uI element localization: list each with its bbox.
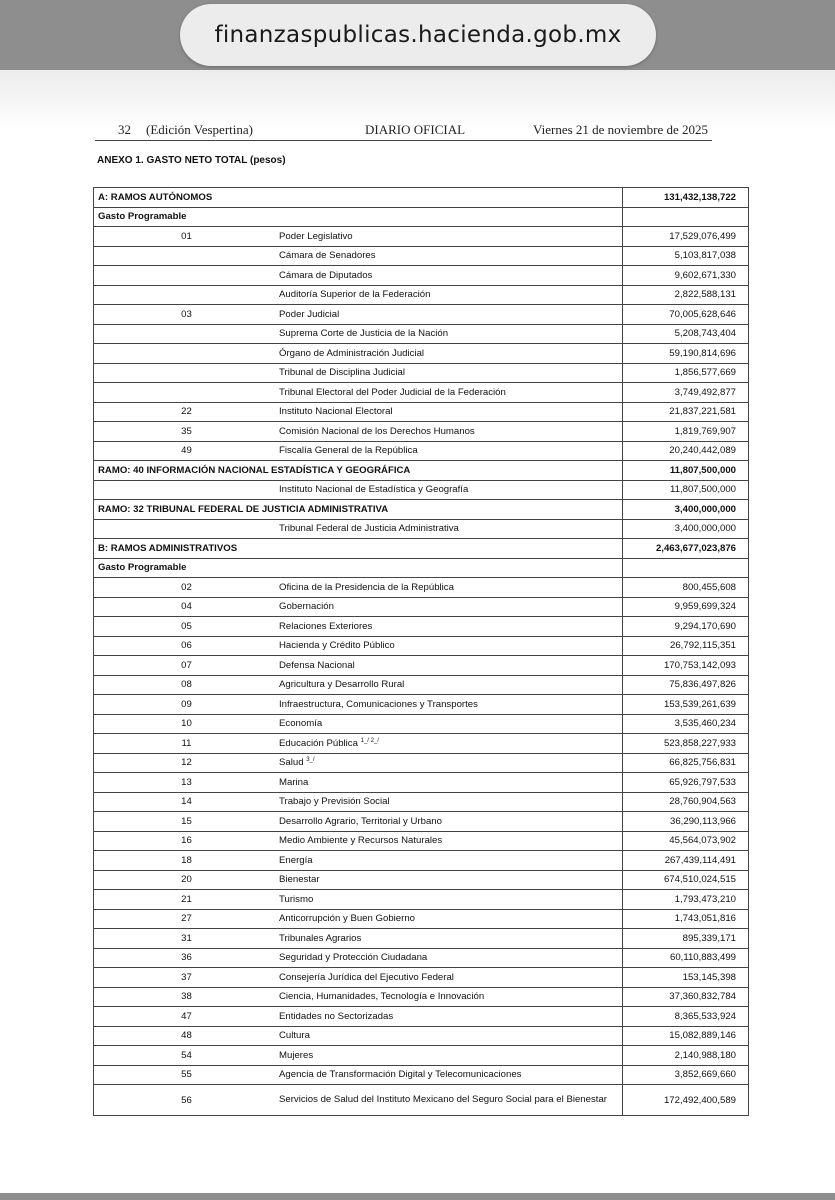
ramo-code: 37 [181,971,192,983]
label-cell [94,851,623,871]
ramo-code: 20 [181,874,192,886]
ramo-code: 48 [181,1030,192,1042]
item-amount: 60,110,883,499 [623,948,749,968]
ramo-code: 09 [181,698,192,710]
item-name [279,523,615,534]
item-name-text: Anticorrupción y Buen Gobierno [279,913,415,925]
table-row [94,831,749,851]
item-name [279,289,615,300]
item-name-text: Auditoría Superior de la Federación [279,289,431,301]
label-cell [94,402,623,422]
item-amount: 153,145,398 [623,968,749,988]
table-row [94,1046,749,1066]
item-name [279,231,615,242]
ramo-code: 10 [181,718,192,730]
table-row [94,987,749,1007]
item-name [279,601,615,612]
item-amount: 800,455,608 [623,578,749,598]
table-row [94,578,749,598]
table-row [94,597,749,617]
label-cell [94,1046,623,1066]
item-name [279,718,615,729]
item-amount: 9,294,170,690 [623,617,749,637]
label-cell [94,792,623,812]
ramo-code: 38 [181,991,192,1003]
item-name-text: Seguridad y Protección Ciudadana [279,952,428,964]
item-amount: 2,140,988,180 [623,1046,749,1066]
label-cell [94,636,623,656]
label-cell [94,597,623,617]
table-row [94,266,749,286]
label-cell [94,714,623,734]
item-name [279,660,615,671]
item-name-text: Infraestructura, Comunicaciones y Transportes [279,698,478,710]
item-name-text: Tribunal Federal de Justicia Administrativa [279,523,459,535]
ramo-code: 18 [181,854,192,866]
item-amount: 11,807,500,000 [623,480,749,500]
item-name-text: Agencia de Transformación Digital y Telecomunicaciones [279,1069,522,1081]
item-name [279,1069,615,1080]
label-cell [94,266,623,286]
item-name [279,309,615,320]
label-cell [94,500,623,520]
label-cell [94,987,623,1007]
ramo-code: 49 [181,445,192,457]
item-name [279,1030,615,1041]
url-bar[interactable]: finanzaspublicas.hacienda.gob.mx [180,4,656,66]
ramo-code: 04 [181,601,192,613]
section-amount: 2,463,677,023,876 [623,539,749,559]
item-name [279,348,615,359]
table-row [94,948,749,968]
item-amount: 15,082,889,146 [623,1026,749,1046]
table-row [94,695,749,715]
label-cell [94,617,623,637]
item-name-text: Bienestar [279,874,320,886]
item-name-text: Energía [279,854,313,866]
label-cell [94,461,623,481]
item-name [279,816,615,827]
table-row [94,480,749,500]
item-name-text: Consejería Jurídica del Ejecutivo Federal [279,971,454,983]
label-cell [94,1065,623,1085]
section-row [94,500,749,520]
label-cell [94,227,623,247]
item-amount: 1,743,051,816 [623,909,749,929]
item-amount: 523,858,227,933 [623,734,749,754]
item-name-text: Tribunales Agrarios [279,932,362,944]
item-name-text: Tribunal de Disciplina Judicial [279,367,406,379]
item-name [279,796,615,807]
section-title: RAMO: 32 TRIBUNAL FEDERAL DE JUSTICIA ADMINISTRATIVA [98,503,389,515]
page-header [118,122,710,140]
section-row [94,461,749,481]
label-cell [94,1007,623,1027]
label-cell [94,188,623,208]
item-amount: 170,753,142,093 [623,656,749,676]
publication-date: Viernes 21 de noviembre de 2025 [533,122,709,137]
label-cell [94,441,623,461]
label-cell [94,578,623,598]
section-amount: 11,807,500,000 [623,461,749,481]
amount-cell [623,207,749,227]
ramo-code: 36 [181,952,192,964]
header-rule [95,140,712,141]
table-row [94,929,749,949]
ramo-code: 12 [181,757,192,769]
ramo-code: 02 [181,581,192,593]
item-name [279,582,615,593]
label-cell [94,656,623,676]
ramo-code: 16 [181,835,192,847]
item-amount: 37,360,832,784 [623,987,749,1007]
item-name-text: Cámara de Senadores [279,250,376,262]
item-amount: 2,822,588,131 [623,285,749,305]
item-name-text: Fiscalía General de la República [279,445,418,457]
item-name [279,640,615,651]
subheading-label: Gasto Programable [98,562,187,574]
table-row [94,519,749,539]
item-amount: 1,819,769,907 [623,422,749,442]
label-cell [94,344,623,364]
amount-cell [623,558,749,578]
item-name [279,387,615,398]
item-name [279,445,615,456]
item-amount: 3,749,492,877 [623,383,749,403]
label-cell [94,383,623,403]
item-name [279,621,615,632]
item-amount: 267,439,114,491 [623,851,749,871]
label-cell [94,929,623,949]
label-cell [94,909,623,929]
item-name [279,855,615,866]
label-cell [94,480,623,500]
section-title: A: RAMOS AUTÓNOMOS [98,191,213,203]
item-name-text: Mujeres [279,1049,314,1061]
item-amount: 17,529,076,499 [623,227,749,247]
ramo-code: 21 [181,893,192,905]
label-cell [94,207,623,227]
label-cell [94,305,623,325]
subheading-row [94,207,749,227]
table-row [94,714,749,734]
ramo-code: 56 [181,1094,192,1106]
table-row [94,344,749,364]
ramo-code: 55 [181,1069,192,1081]
table-row [94,1065,749,1085]
table-row [94,1085,749,1116]
label-cell [94,539,623,559]
item-name [279,894,615,905]
table-row [94,1026,749,1046]
item-name-text: Ciencia, Humanidades, Tecnología e Innovación [279,991,485,1003]
item-name-text: Instituto Nacional Electoral [279,406,393,418]
item-name-text: Instituto Nacional de Estadística y Geografía [279,484,469,496]
item-name [279,250,615,261]
item-name [279,484,615,495]
publication-name: DIARIO OFICIAL [365,122,466,137]
item-name [279,952,615,963]
label-cell [94,948,623,968]
item-amount: 75,836,497,826 [623,675,749,695]
item-name-text: Servicios de Salud del Instituto Mexicano del Seguro Social para el Bienestar [279,1094,607,1106]
ramo-code: 05 [181,620,192,632]
section-title: B: RAMOS ADMINISTRATIVOS [98,542,238,554]
footnote-marker: 3_/ [306,757,315,764]
item-name-text: Poder Legislativo [279,230,353,242]
item-amount: 65,926,797,533 [623,773,749,793]
table-row [94,734,749,754]
item-name [279,1094,615,1105]
section-amount: 3,400,000,000 [623,500,749,520]
label-cell [94,831,623,851]
edition-label: (Edición Vespertina) [146,122,253,137]
item-name [279,972,615,983]
label-cell [94,773,623,793]
item-name-text: Agricultura y Desarrollo Rural [279,679,405,691]
ramo-code: 01 [181,230,192,242]
ramo-code: 07 [181,659,192,671]
label-cell [94,890,623,910]
table-row [94,1007,749,1027]
item-amount: 9,959,699,324 [623,597,749,617]
item-name [279,406,615,417]
item-name [279,367,615,378]
item-name-text: Economía [279,718,323,730]
item-name [279,777,615,788]
label-cell [94,324,623,344]
table-row [94,753,749,773]
item-amount: 674,510,024,515 [623,870,749,890]
footnote-marker: 1_/ 2_/ [360,737,379,744]
ramo-code: 13 [181,776,192,788]
item-amount: 1,856,577,669 [623,363,749,383]
item-amount: 70,005,628,646 [623,305,749,325]
item-amount: 172,492,400,589 [623,1085,749,1116]
table-row [94,363,749,383]
section-row [94,188,749,208]
item-name [279,835,615,846]
item-amount: 9,602,671,330 [623,266,749,286]
table-row [94,227,749,247]
item-name-text: Desarrollo Agrario, Territorial y Urbano [279,815,442,827]
item-amount: 5,103,817,038 [623,246,749,266]
table-row [94,851,749,871]
item-name-text: Oficina de la Presidencia de la República [279,581,454,593]
budget-table [93,187,749,1116]
table-row [94,812,749,832]
label-cell [94,422,623,442]
item-name [279,874,615,885]
item-name-text: Marina [279,776,309,788]
page-number: 32 [118,122,131,137]
item-amount: 21,837,221,581 [623,402,749,422]
item-amount: 59,190,814,696 [623,344,749,364]
table-row [94,890,749,910]
label-cell [94,675,623,695]
subheading-label: Gasto Programable [98,211,187,223]
item-name-text: Educación Pública [279,737,358,749]
ramo-code: 31 [181,932,192,944]
label-cell [94,285,623,305]
item-name-text: Turismo [279,893,314,905]
table-row [94,656,749,676]
item-name [279,991,615,1002]
item-name-text: Comisión Nacional de los Derechos Humanos [279,425,475,437]
item-name-text: Salud [279,757,304,769]
item-name-text: Gobernación [279,601,334,613]
item-amount: 28,760,904,563 [623,792,749,812]
label-cell [94,968,623,988]
table-row [94,870,749,890]
item-name-text: Suprema Corte de Justicia de la Nación [279,328,449,340]
table-row [94,636,749,656]
annex-title: ANEXO 1. GASTO NETO TOTAL (pesos) [97,155,286,166]
item-name-text: Entidades no Sectorizadas [279,1010,394,1022]
table-row [94,285,749,305]
item-name-text: Medio Ambiente y Recursos Naturales [279,835,443,847]
item-name-text: Defensa Nacional [279,659,355,671]
table-row [94,675,749,695]
item-amount: 1,793,473,210 [623,890,749,910]
label-cell [94,812,623,832]
table-row [94,246,749,266]
top-fade [0,70,835,130]
item-name [279,699,615,710]
bottom-bar [0,1193,835,1200]
label-cell [94,1026,623,1046]
item-amount: 5,208,743,404 [623,324,749,344]
table-row [94,617,749,637]
table-row [94,383,749,403]
item-name-text: Órgano de Administración Judicial [279,347,425,359]
item-name [279,933,615,944]
item-amount: 3,400,000,000 [623,519,749,539]
ramo-code: 14 [181,796,192,808]
table-row [94,402,749,422]
ramo-code: 54 [181,1049,192,1061]
item-amount: 8,365,533,924 [623,1007,749,1027]
item-amount: 3,852,669,660 [623,1065,749,1085]
item-name-text: Tribunal Electoral del Poder Judicial de la Federación [279,386,506,398]
label-cell [94,695,623,715]
item-name [279,1011,615,1022]
table-row [94,324,749,344]
label-cell [94,558,623,578]
ramo-code: 35 [181,425,192,437]
item-amount: 66,825,756,831 [623,753,749,773]
item-amount: 45,564,073,902 [623,831,749,851]
table-row [94,422,749,442]
item-name-text: Cámara de Diputados [279,269,373,281]
ramo-code: 22 [181,406,192,418]
section-row [94,539,749,559]
ramo-code: 15 [181,815,192,827]
section-amount: 131,432,138,722 [623,188,749,208]
item-name [279,270,615,281]
item-name [279,738,615,749]
table-row [94,305,749,325]
item-amount: 153,539,261,639 [623,695,749,715]
item-name-text: Trabajo y Previsión Social [279,796,390,808]
ramo-code: 03 [181,308,192,320]
label-cell [94,519,623,539]
item-name [279,328,615,339]
ramo-code: 47 [181,1010,192,1022]
item-name-text: Poder Judicial [279,308,340,320]
ramo-code: 27 [181,913,192,925]
item-name [279,1050,615,1061]
ramo-code: 06 [181,640,192,652]
item-name [279,913,615,924]
item-name-text: Hacienda y Crédito Público [279,640,395,652]
label-cell [94,734,623,754]
table-row [94,792,749,812]
label-cell [94,753,623,773]
item-name [279,757,615,768]
item-name-text: Cultura [279,1030,310,1042]
table-row [94,441,749,461]
label-cell [94,246,623,266]
item-amount: 36,290,113,966 [623,812,749,832]
ramo-code: 11 [181,737,192,749]
section-title: RAMO: 40 INFORMACIÓN NACIONAL ESTADÍSTICA Y GEOGRÁFICA [98,464,411,476]
item-name [279,679,615,690]
subheading-row [94,558,749,578]
item-name [279,426,615,437]
ramo-code: 08 [181,679,192,691]
item-name-text: Relaciones Exteriores [279,620,373,632]
item-amount: 26,792,115,351 [623,636,749,656]
label-cell [94,870,623,890]
table-row [94,909,749,929]
item-amount: 3,535,460,234 [623,714,749,734]
label-cell [94,1085,623,1116]
item-amount: 20,240,442,089 [623,441,749,461]
label-cell [94,363,623,383]
item-amount: 895,339,171 [623,929,749,949]
table-row [94,968,749,988]
table-row [94,773,749,793]
